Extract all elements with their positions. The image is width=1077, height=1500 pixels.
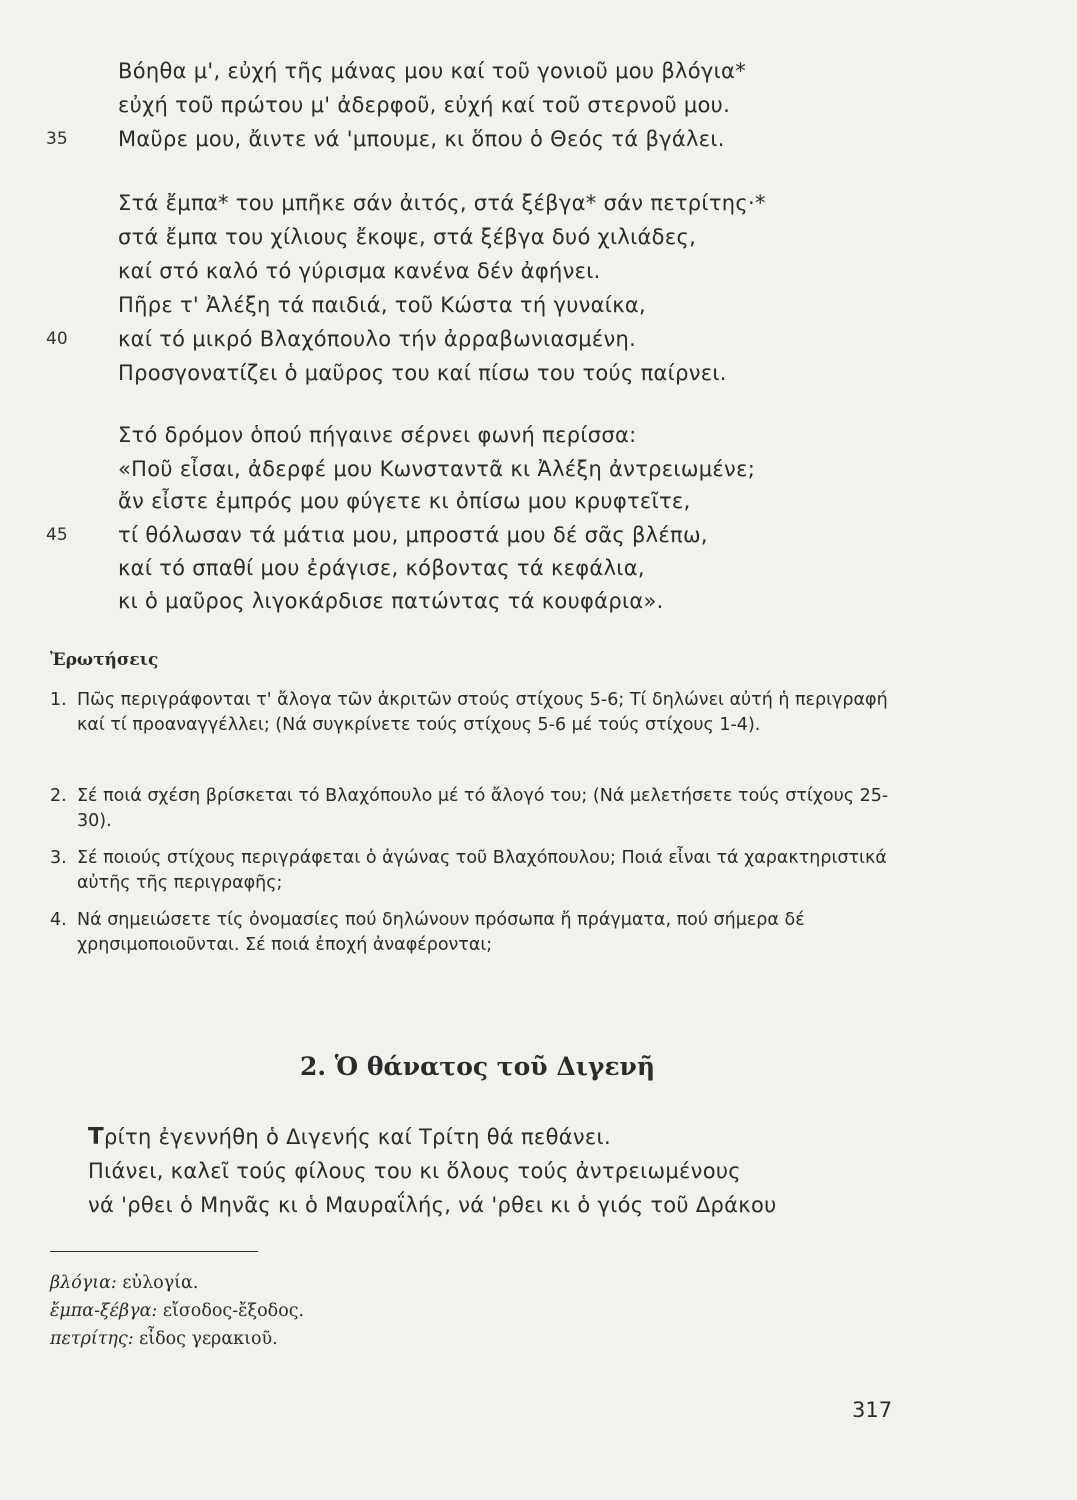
footnote-definition: εἴσοδος-ἔξοδος. xyxy=(162,1301,305,1321)
footnote-definition: εἶδος γερακιοῦ. xyxy=(139,1329,278,1349)
footnote-term: βλόγια: xyxy=(50,1273,117,1293)
poem-line: «Ποῦ εἶσαι, ἀδερφέ μου Κωνσταντᾶ κι Ἀλέξη ἀντρειωμένε; xyxy=(118,457,756,481)
footnote-term: ἔμπα-ξέβγα: xyxy=(50,1301,158,1321)
question-text: Νά σημειώσετε τίς ὀνομασίες πού δηλώνουν πρόσωπα ἤ πράγματα, πού σήμερα δέ χρησιμοποιοῦνται. Σέ ποιά ἐποχή ἀναφέρονται; xyxy=(77,910,805,955)
footnote xyxy=(50,1298,304,1324)
footnote xyxy=(50,1326,278,1352)
poem-line: Στό δρόμον ὁπού πήγαινε σέρνει φωνή περίσσα: xyxy=(118,423,637,447)
poem-line: Μαῦρε μου, ἄιντε νά 'μπουμε, κι ὅπου ὁ Θεός τά βγάλει. xyxy=(118,127,725,151)
poem-line: ἄν εἶστε ἐμπρός μου φύγετε κι ὀπίσω μου κρυφτεῖτε, xyxy=(118,489,691,513)
line-number: 45 xyxy=(46,525,68,545)
footnote xyxy=(50,1270,198,1296)
section-line-text: ρίτη ἐγεννήθη ὁ Διγενής καί Τρίτη θά πεθάνει. xyxy=(104,1125,611,1149)
line-number: 35 xyxy=(46,129,68,149)
poem-line: καί στό καλό τό γύρισμα κανένα δέν ἀφήνει. xyxy=(118,259,601,283)
poem-line: κι ὁ μαῦρος λιγοκάρδισε πατώντας τά κουφάρια». xyxy=(118,589,664,613)
question-number: 3. xyxy=(50,848,67,868)
poem-line: Πῆρε τ' Ἀλέξη τά παιδιά, τοῦ Κώστα τή γυναίκα, xyxy=(118,293,647,317)
poem-line: τί θόλωσαν τά μάτια μου, μπροστά μου δέ σᾶς βλέπω, xyxy=(118,523,708,547)
question-item xyxy=(50,908,910,958)
question-number: 1. xyxy=(50,690,67,710)
footnote-definition: εὐλογία. xyxy=(122,1273,199,1293)
question-number: 4. xyxy=(50,910,67,930)
question-number: 2. xyxy=(50,786,67,806)
question-text: Πῶς περιγράφονται τ' ἄλογα τῶν ἀκριτῶν στούς στίχους 5-6; Τί δηλώνει αὐτή ἡ περιγραφή καί τί προαναγγέλλει; (Νά συγκρίνετε τούς στίχους 5-6 μέ τούς στίχους 1-4). xyxy=(77,690,888,735)
poem-line: εὐχή τοῦ πρώτου μ' ἀδερφοῦ, εὐχή καί τοῦ στερνοῦ μου. xyxy=(118,93,731,117)
question-item xyxy=(50,846,910,896)
poem-line: Βόηθα μ', εὐχή τῆς μάνας μου καί τοῦ γονιοῦ μου βλόγια* xyxy=(118,59,746,83)
line-number: 40 xyxy=(46,329,68,349)
section-line xyxy=(88,1122,611,1152)
question-text: Σέ ποιούς στίχους περιγράφεται ὁ ἀγώνας τοῦ Βλαχόπουλου; Ποιά εἶναι τά χαρακτηριστικά αὐτῆς τῆς περιγραφῆς; xyxy=(77,848,887,893)
question-text: Σέ ποιά σχέση βρίσκεται τό Βλαχόπουλο μέ τό ἄλογό του; (Νά μελετήσετε τούς στίχους 25-30). xyxy=(77,786,889,831)
page-number: 317 xyxy=(852,1398,893,1422)
drop-cap: Τ xyxy=(88,1124,104,1150)
poem-line: στά ἔμπα του χίλιους ἔκοψε, στά ξέβγα δυό χιλιάδες, xyxy=(118,225,697,249)
footnote-term: πετρίτης: xyxy=(50,1329,134,1349)
poem-line: Προσγονατίζει ὁ μαῦρος του καί πίσω του τούς παίρνει. xyxy=(118,361,727,385)
footnote-divider xyxy=(50,1251,258,1252)
section-line: Πιάνει, καλεῖ τούς φίλους του κι ὅλους τούς ἀντρειωμένους xyxy=(88,1159,741,1183)
poem-line: καί τό σπαθί μου ἐράγισε, κόβοντας τά κεφάλια, xyxy=(118,556,645,580)
question-item xyxy=(50,784,910,834)
section-title: 2. Ὁ θάνατος τοῦ Διγενῆ xyxy=(300,1052,656,1081)
poem-line: Στά ἔμπα* του μπῆκε σάν ἀιτός, στά ξέβγα* σάν πετρίτης·* xyxy=(118,191,766,215)
section-line: νά 'ρθει ὁ Μηνᾶς κι ὁ Μαυραΐλής, νά 'ρθει κι ὁ γιός τοῦ Δράκου xyxy=(88,1193,777,1217)
poem-line: καί τό μικρό Βλαχόπουλο τήν ἀρραβωνιασμένη. xyxy=(118,327,637,351)
questions-heading: Ἐρωτήσεις xyxy=(50,650,159,670)
question-item xyxy=(50,688,910,738)
